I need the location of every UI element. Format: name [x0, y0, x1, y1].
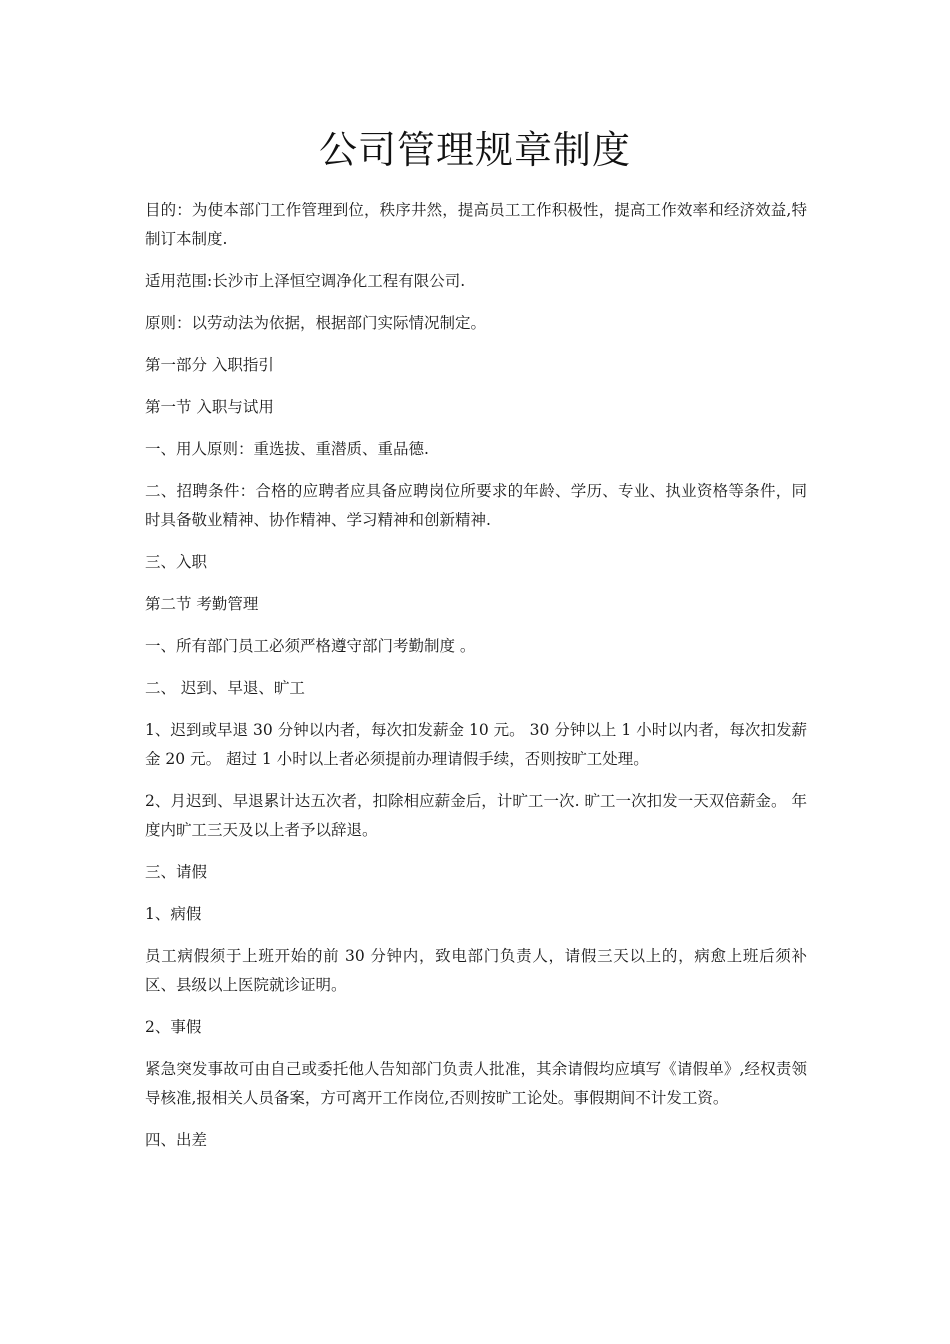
paragraph-sick-leave-heading: 1、病假: [145, 905, 202, 923]
paragraph-onboarding: 三、入职: [145, 553, 208, 571]
paragraph-scope: 适用范围:长沙市上泽恒空调净化工程有限公司.: [145, 272, 466, 290]
paragraph-personal-leave-rule: 紧急突发事故可由自己或委托他人告知部门负责人批准，其余请假均应填写《请假单》,经权责领导核准,报相关人员备案，方可离开工作岗位,否则按旷工论处。事假期间不计发工资。: [145, 1060, 807, 1107]
paragraph-late-early-absent: 二、 迟到、早退、旷工: [145, 679, 305, 697]
paragraph-business-trip: 四、出差: [145, 1131, 208, 1149]
paragraph-attendance-rule: 一、所有部门员工必须严格遵守部门考勤制度 。: [145, 637, 476, 655]
section-heading-part-one: 第一部分 入职指引: [145, 356, 274, 374]
paragraph-monthly-late: 2、月迟到、早退累计达五次者，扣除相应薪金后，计旷工一次. 旷工一次扣发一天双倍薪金。 年度内旷工三天及以上者予以辞退。: [145, 792, 807, 839]
paragraph-leave: 三、请假: [145, 863, 208, 881]
paragraph-purpose: 目的：为使本部门工作管理到位，秩序井然，提高员工工作积极性，提高工作效率和经济效益,特制订本制度.: [145, 201, 807, 248]
paragraph-late-penalty: 1、迟到或早退 30 分钟以内者，每次扣发薪金 10 元。 30 分钟以上 1 小时以内者，每次扣发薪金 20 元。 超过 1 小时以上者必须提前办理请假手续，否则按旷工处理。: [145, 721, 807, 768]
paragraph-hiring-principle: 一、用人原则：重选拔、重潜质、重品德.: [145, 440, 429, 458]
paragraph-recruitment-conditions: 二、招聘条件：合格的应聘者应具备应聘岗位所要求的年龄、学历、专业、执业资格等条件，同时具备敬业精神、协作精神、学习精神和创新精神.: [145, 482, 807, 529]
section-heading-attendance: 第二节 考勤管理: [145, 595, 259, 613]
paragraph-personal-leave-heading: 2、事假: [145, 1018, 202, 1036]
page-title: 公司管理规章制度: [318, 128, 631, 172]
paragraph-sick-leave-rule: 员工病假须于上班开始的前 30 分钟内，致电部门负责人，请假三天以上的，病愈上班后须补区、县级以上医院就诊证明。: [145, 947, 807, 994]
paragraph-principle: 原则：以劳动法为依据，根据部门实际情况制定。: [145, 314, 487, 332]
section-heading-onboarding: 第一节 入职与试用: [145, 398, 274, 416]
document-body: [145, 196, 807, 1168]
